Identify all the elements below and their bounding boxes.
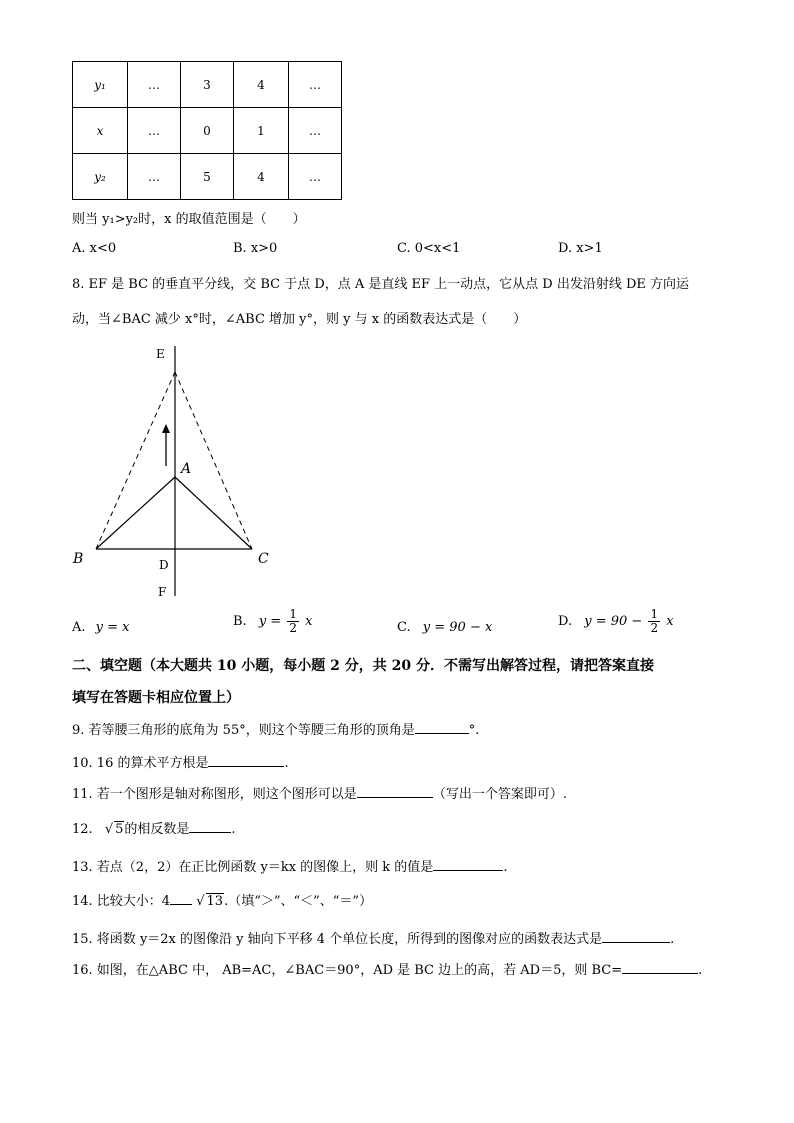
- option-letter: B.: [233, 614, 247, 629]
- table-cell: …: [289, 108, 342, 154]
- option-expr: y = x: [95, 620, 130, 635]
- triangle-figure: [60, 338, 300, 606]
- table-cell: …: [128, 108, 181, 154]
- q8-option-b: [233, 608, 312, 635]
- table-cell: …: [289, 154, 342, 200]
- q14-tail: .（填“＞”、“＜”、“＝”）: [224, 894, 373, 909]
- segment-ba: [96, 477, 175, 549]
- table-cell: 1: [234, 108, 289, 154]
- dashed-be: [96, 372, 175, 549]
- label-a: A: [181, 461, 192, 477]
- q16: [72, 959, 702, 978]
- segment-ac: [175, 477, 252, 549]
- table-cell: …: [289, 62, 342, 108]
- q12: [72, 818, 236, 837]
- option-var: x: [666, 614, 674, 629]
- numerator: 1: [289, 607, 297, 621]
- answer-blank: [170, 892, 192, 905]
- q14-text: 14. 比较大小：4: [72, 894, 171, 909]
- answer-blank: [189, 820, 231, 833]
- q15-tail: .: [670, 932, 675, 947]
- answer-blank: [357, 785, 433, 798]
- q13-tail: .: [503, 860, 508, 875]
- q10-tail: .: [284, 756, 289, 771]
- row-head: y₁: [73, 62, 128, 108]
- table-cell: 0: [181, 108, 234, 154]
- option-letter: D.: [558, 614, 573, 629]
- numerator: 1: [650, 607, 659, 621]
- q8-option-c: [397, 620, 492, 635]
- radicand: 13: [206, 894, 224, 909]
- label-d: D: [159, 558, 169, 572]
- q8-line-1: 8. EF 是 BC 的垂直平分线，交 BC 于点 D，点 A 是直线 EF 上一动点，它从点 D 出发沿射线 DE 方向运: [72, 277, 690, 292]
- q8-line-2: 动，当∠BAC 减少 x°时，∠ABC 增加 y°，则 y 与 x 的函数表达式是（ ）: [72, 312, 527, 327]
- option-letter: A.: [72, 620, 86, 635]
- q11-text: 11. 若一个图形是轴对称图形，则这个图形可以是: [72, 787, 357, 802]
- q12-text: 的相反数是: [124, 822, 190, 837]
- fraction: [648, 608, 660, 635]
- q7-option-b: B. x>0: [233, 241, 278, 256]
- table-cell: 4: [234, 62, 289, 108]
- q12-tail: .: [231, 822, 236, 837]
- table-row: [73, 154, 342, 200]
- q12-num: 12.: [72, 822, 93, 837]
- values-table: [72, 61, 342, 200]
- q13: [72, 856, 507, 875]
- q11-tail: （写出一个答案即可）.: [432, 787, 567, 802]
- label-f: F: [158, 585, 167, 599]
- table-cell: …: [128, 154, 181, 200]
- label-c: C: [258, 551, 269, 567]
- q9-text: 9. 若等腰三角形的底角为 55°，则这个等腰三角形的顶角是: [72, 723, 415, 738]
- q9: [72, 719, 479, 738]
- q8-option-d: [558, 608, 674, 635]
- q10: [72, 752, 289, 771]
- q15: [72, 928, 674, 947]
- section-heading-cont: 填写在答题卡相应位置上）: [72, 690, 240, 706]
- option-var: x: [305, 614, 313, 629]
- q7-option-d: D. x>1: [558, 241, 603, 256]
- option-expr: y = 90 −: [584, 614, 643, 629]
- q7-option-a: A. x<0: [72, 241, 117, 256]
- section-heading: 二、填空题（本大题共 10 小题，每小题 2 分，共 20 分．不需写出解答过程，请把答案直接: [72, 658, 654, 674]
- table-cell: 4: [234, 154, 289, 200]
- answer-blank: [602, 930, 670, 943]
- q15-text: 15. 将函数 y＝2x 的图像沿 y 轴向下平移 4 个单位长度，所得到的图像对应的函数表达式是: [72, 932, 603, 947]
- option-letter: C.: [397, 620, 411, 635]
- q7-question: 则当 y₁>y₂时，x 的取值范围是（ ）: [72, 212, 306, 227]
- denominator: 2: [289, 621, 297, 635]
- table-row: [73, 108, 342, 154]
- q10-text: 10. 16 的算术平方根是: [72, 756, 209, 771]
- table-cell: 5: [181, 154, 234, 200]
- label-b: B: [73, 551, 84, 567]
- q8-option-a: [72, 620, 130, 635]
- q16-text: 16. 如图，在△ABC 中， AB=AC，∠BAC＝90°，AD 是 BC 边上的高，若 AD＝5，则 BC=: [72, 963, 623, 978]
- option-expr: y =: [258, 614, 282, 629]
- answer-blank: [415, 721, 469, 734]
- fraction: [287, 608, 299, 635]
- q7-option-c: C. 0<x<1: [397, 241, 461, 256]
- label-e: E: [156, 347, 165, 361]
- table-cell: …: [128, 62, 181, 108]
- radicand: 5: [115, 822, 124, 837]
- answer-blank: [208, 754, 284, 767]
- q9-tail: °.: [468, 723, 480, 738]
- q11: [72, 783, 567, 802]
- arrow-head-icon: [162, 424, 170, 433]
- sqrt-icon: √: [196, 894, 205, 909]
- q16-tail: .: [698, 963, 703, 978]
- denominator: 2: [650, 621, 659, 635]
- answer-blank: [433, 858, 503, 871]
- row-head: x: [73, 108, 128, 154]
- q13-text: 13. 若点（2，2）在正比例函数 y＝kx 的图像上，则 k 的值是: [72, 860, 434, 875]
- table-cell: 3: [181, 62, 234, 108]
- answer-blank: [622, 961, 698, 974]
- row-head: y₂: [73, 154, 128, 200]
- table-row: [73, 62, 342, 108]
- option-expr: y = 90 − x: [422, 620, 493, 635]
- q14: [72, 890, 372, 909]
- sqrt-icon: √: [104, 822, 114, 837]
